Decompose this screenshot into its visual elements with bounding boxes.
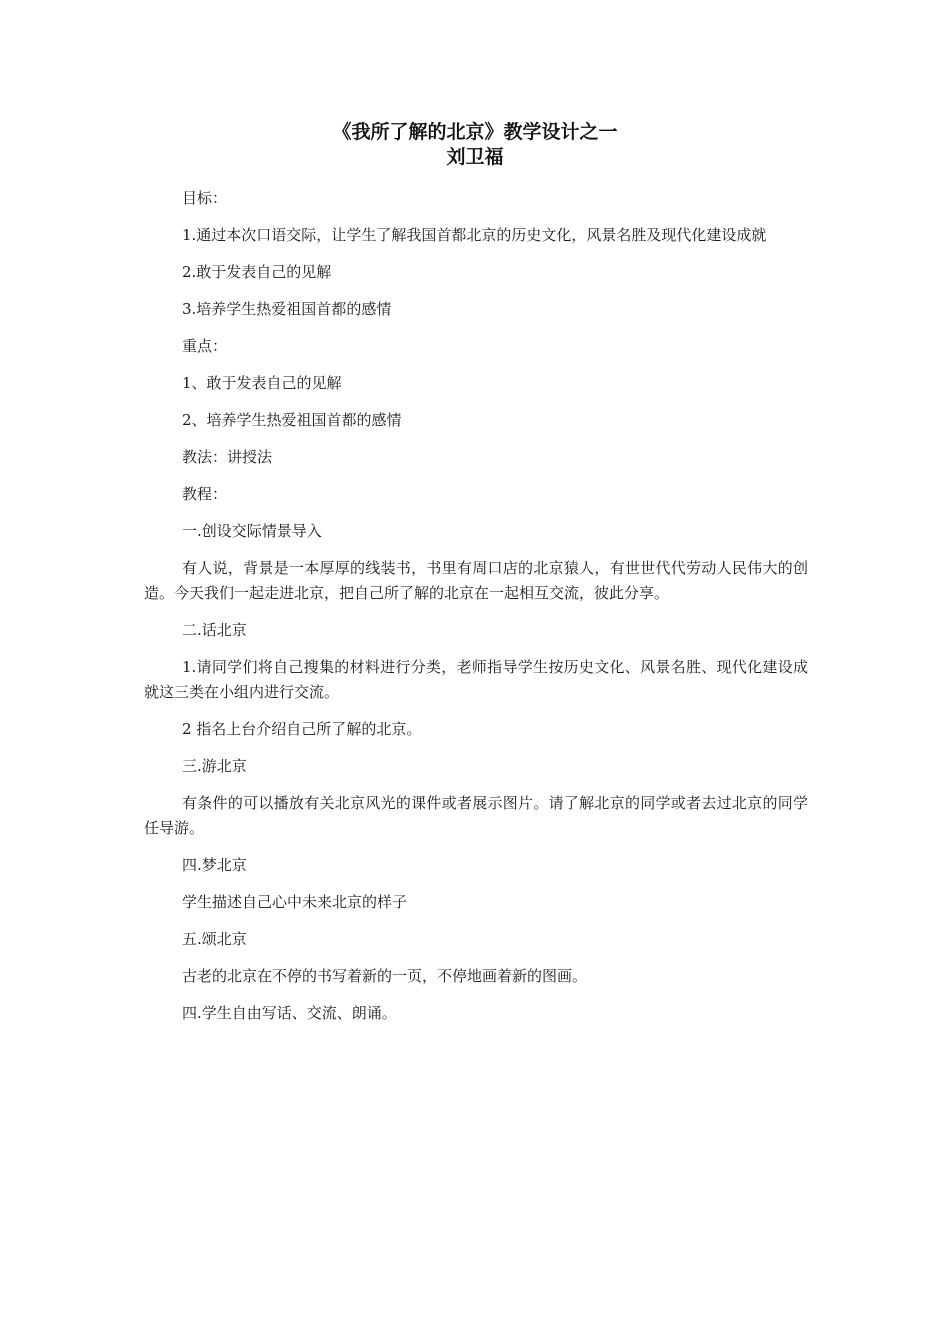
paragraph-procedure-heading: 教程： xyxy=(182,485,228,503)
paragraph-section-3-heading: 三.游北京 xyxy=(182,757,247,775)
paragraph-section-2-item-2: 2 指名上台介绍自己所了解的北京。 xyxy=(182,720,422,738)
paragraph-section-5-text: 古老的北京在不停的书写着新的一页，不停地画着新的图画。 xyxy=(182,967,588,985)
paragraph-goals-heading: 目标： xyxy=(182,189,228,207)
document-author: 刘卫福 xyxy=(446,146,504,168)
paragraph-section-1-heading: 一.创设交际情景导入 xyxy=(182,522,322,540)
paragraph-goal-2: 2.敢于发表自己的见解 xyxy=(182,263,332,281)
document-title: 《我所了解的北京》教学设计之一 xyxy=(332,121,618,143)
paragraph-section-6-heading: 四.学生自由写话、交流、朗诵。 xyxy=(182,1004,397,1022)
paragraph-key-points-heading: 重点： xyxy=(182,337,228,355)
paragraph-section-2-heading: 二.话北京 xyxy=(182,621,247,639)
paragraph-section-1-text: 有人说，背景是一本厚厚的线装书，书里有周口店的北京猿人，有世世代代劳动人民伟大的创造。今天我们一起走进北京，把自己所了解的北京在一起相互交流，彼此分享。 xyxy=(144,559,808,602)
paragraph-teaching-method: 教法：讲授法 xyxy=(182,448,273,466)
document-header xyxy=(0,120,950,170)
paragraph-section-4-text: 学生描述自己心中未来北京的样子 xyxy=(182,893,408,911)
paragraph-section-2-item-1: 1.请同学们将自己搜集的材料进行分类，老师指导学生按历史文化、风景名胜、现代化建设成就这三类在小组内进行交流。 xyxy=(144,658,808,701)
paragraph-key-point-1: 1、敢于发表自己的见解 xyxy=(182,374,342,392)
paragraph-section-3-text: 有条件的可以播放有关北京风光的课件或者展示图片。请了解北京的同学或者去过北京的同学任导游。 xyxy=(144,794,808,837)
paragraph-key-point-2: 2、培养学生热爱祖国首都的感情 xyxy=(182,411,402,429)
paragraph-section-5-heading: 五.颂北京 xyxy=(182,930,247,948)
paragraph-goal-1: 1.通过本次口语交际，让学生了解我国首都北京的历史文化，风景名胜及现代化建设成就 xyxy=(182,226,767,244)
paragraph-section-4-heading: 四.梦北京 xyxy=(182,856,247,874)
document-body xyxy=(144,186,808,1038)
paragraph-goal-3: 3.培养学生热爱祖国首都的感情 xyxy=(182,300,392,318)
